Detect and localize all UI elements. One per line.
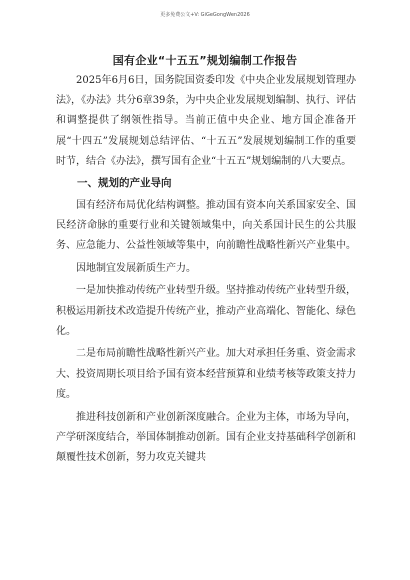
intro-paragraph: 2025年6月6日，国务院国资委印发《中央企业发展规划管理办法》，《办法》共分6章39条，为中央企业发展规划编制、执行、评估和调整提供了纲领性指导。当前正值中央企业、地方国企准备开展“十四五”发展规划总结评估、“十五五”发展规划编制工作的重要时节，结合《办法》，撰写国有企业“十五五”规划编制的八大要点。 [56, 75, 356, 167]
body-paragraph: 二是布局前瞻性战略性新兴产业。加大对承担任务重、资金需求大、投资周期长项目给予国有资本经营预算和业绩考核等政策支持力度。 [56, 348, 356, 400]
body-paragraph: 因地制宜发展新质生产力。 [76, 262, 196, 274]
body-paragraph: 国有经济布局优化结构调整。推动国有资本向关系国家安全、国民经济命脉的重要行业和关键领域集中，向关系国计民生的公共服务、应急能力、公益性领域等集中，向前瞻性战略性新兴产业集中。 [56, 199, 356, 251]
section-heading: 一、规划的产业导向 [77, 177, 172, 190]
body-paragraph: 推进科技创新和产业创新深度融合。企业为主体，市场为导向，产学研深度结合，举国体制推动创新。国有企业支持基础科学创新和颠覆性技术创新，努力攻克关键共 [56, 411, 356, 463]
header-note: 更多免费公文+V: GiGeGongWen2026 [160, 12, 250, 18]
body-paragraph: 一是加快推动传统产业转型升级。坚持推动传统产业转型升级，积极运用新技术改造提升传统产业，推动产业高端化、智能化、绿色化。 [56, 285, 356, 337]
page-title: 国有企业“十五五”规划编制工作报告 [112, 54, 298, 67]
document-body [56, 71, 356, 468]
